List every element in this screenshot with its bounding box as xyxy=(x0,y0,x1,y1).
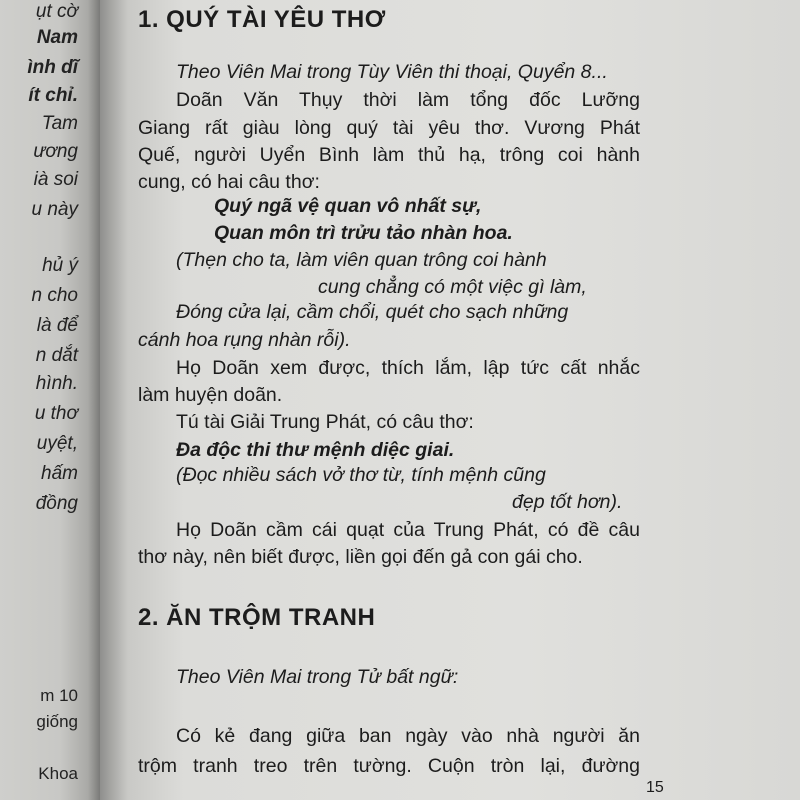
translation-line: cánh hoa rụng nhàn rỗi). xyxy=(138,329,351,351)
body-line: Giang rất giàu lòng quý tài yêu thơ. Vương Phát xyxy=(138,117,640,139)
left-page xyxy=(0,0,100,800)
section-2-source: Theo Viên Mai trong Tử bất ngữ: xyxy=(176,666,459,688)
left-line: u này xyxy=(31,199,78,220)
left-line: Tam xyxy=(41,113,78,134)
left-line: ương xyxy=(33,141,78,162)
left-line: là để xyxy=(36,315,78,336)
body-line: trộm tranh treo trên tường. Cuộn tròn lại, đường xyxy=(138,755,640,777)
body-line: Họ Doãn xem được, thích lắm, lập tức cất nhắc xyxy=(176,357,640,379)
translation-line: cung chẳng có một việc gì làm, xyxy=(318,276,587,298)
left-line: Nam xyxy=(36,27,78,48)
body-line: thơ này, nên biết được, liền gọi đến gả con gái cho. xyxy=(138,546,583,568)
body-line: làm huyện doãn. xyxy=(138,384,283,406)
poem-line: Quý ngã vệ quan vô nhất sự, xyxy=(214,195,482,217)
left-line: n dắt xyxy=(35,345,78,366)
translation-line: (Đọc nhiều sách vở thơ từ, tính mệnh cũng xyxy=(176,464,546,486)
body-line: Doãn Văn Thụy thời làm tổng đốc Lưỡng xyxy=(176,89,640,111)
poem-line: Đa độc thi thư mệnh diệc giai. xyxy=(176,439,455,461)
page-number: 15 xyxy=(646,779,664,796)
left-line: hủ ý xyxy=(42,255,78,276)
section-1-title: 1. QUÝ TÀI YÊU THƠ xyxy=(138,6,386,33)
left-line: giống xyxy=(36,712,78,731)
left-line: ụt cờ xyxy=(35,1,78,22)
body-line: Tú tài Giải Trung Phát, có câu thơ: xyxy=(176,411,474,433)
translation-line: (Thẹn cho ta, làm viên quan trông coi hành xyxy=(176,249,547,271)
left-line: ià soi xyxy=(33,169,78,190)
section-1-source: Theo Viên Mai trong Tùy Viên thi thoại, Quyển 8... xyxy=(176,61,608,83)
section-2-title: 2. ĂN TRỘM TRANH xyxy=(138,604,376,631)
body-line: cung, có hai câu thơ: xyxy=(138,171,320,193)
left-line: Khoa xyxy=(38,764,78,783)
body-line: Quế, người Uyển Bình làm thủ hạ, trông coi hành xyxy=(138,144,640,166)
left-line: hấm xyxy=(41,463,78,484)
translation-line: Đóng cửa lại, cầm chổi, quét cho sạch những xyxy=(176,301,569,323)
translation-line: đẹp tốt hơn). xyxy=(512,491,623,513)
left-line: u thơ xyxy=(34,403,78,424)
left-line: n cho xyxy=(31,285,78,306)
left-line: đồng xyxy=(35,493,78,514)
body-line: Có kẻ đang giữa ban ngày vào nhà người ăn xyxy=(176,725,640,747)
left-line: ình dĩ xyxy=(27,57,78,78)
left-line: hình. xyxy=(35,373,78,394)
left-line: uyệt, xyxy=(36,433,78,454)
body-line: Họ Doãn cầm cái quạt của Trung Phát, có đề câu xyxy=(176,519,640,541)
poem-line: Quan môn trì trửu tảo nhàn hoa. xyxy=(214,222,513,244)
left-line: ít chỉ. xyxy=(28,85,78,106)
left-line: m 10 xyxy=(40,686,78,705)
